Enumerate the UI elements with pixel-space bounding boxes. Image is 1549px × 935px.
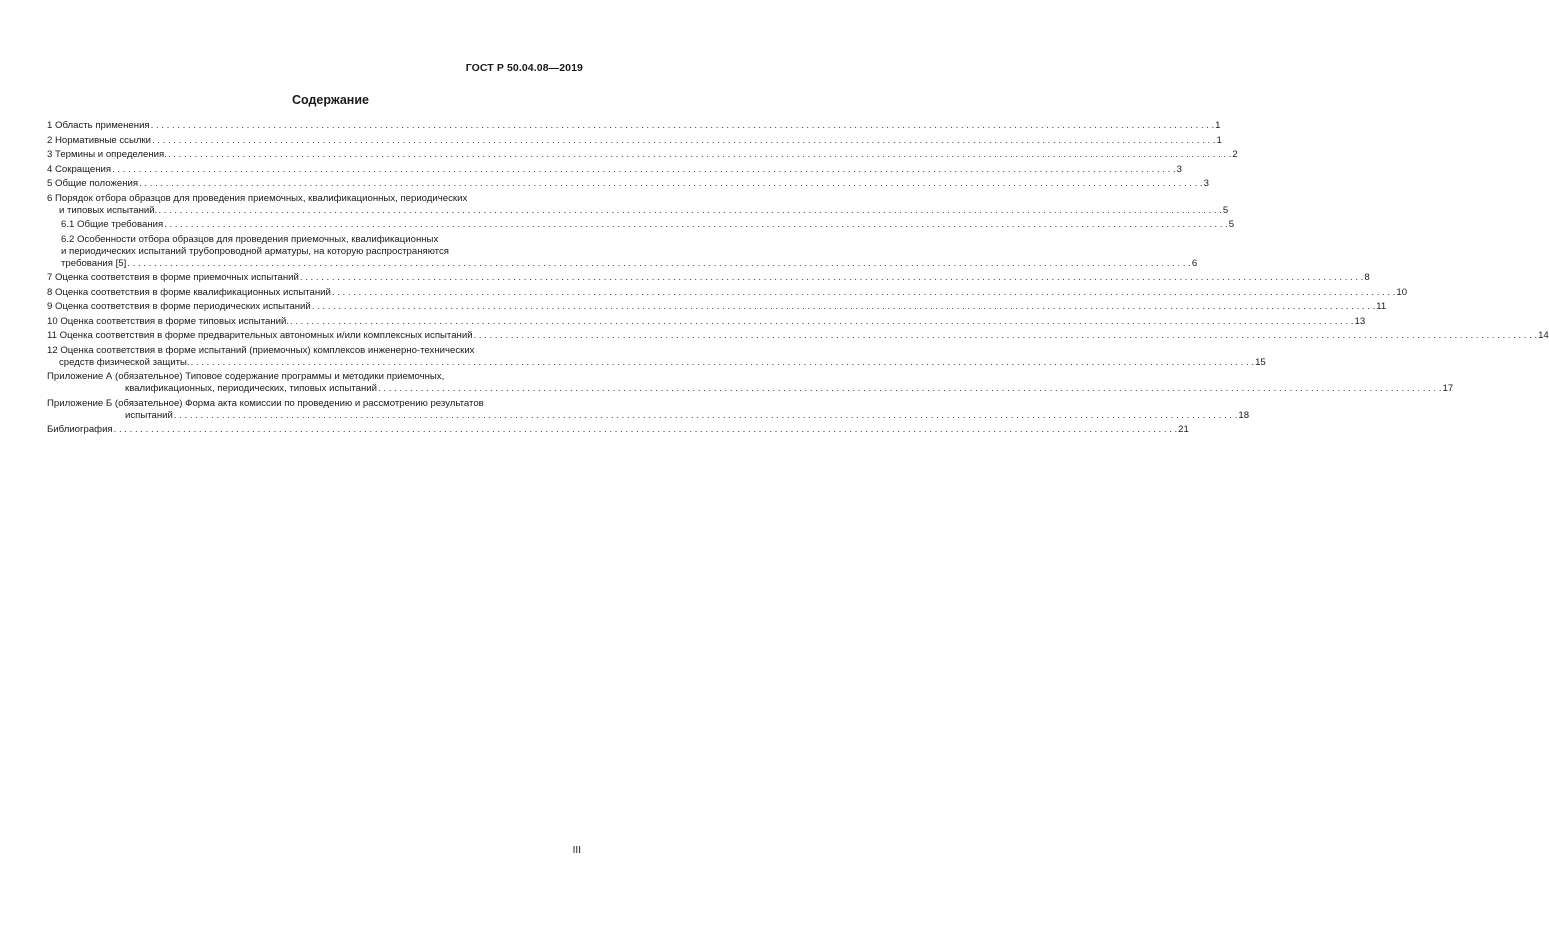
dot-leader: . . . . . . . . . . . . . . . . . . . . . . . . . . . . . . . . . . . . . . . . . . . . . . . . . . . . . . . . . . . . . . . . . . . . . . . . . . . . . . . . . . . . . . . . . . . . . . . . . . . . . . . . . . . . . . . . . . . . . . . . . . . . . . . . . . . . . . . . . . . . . . . . . . . . . . . . . . . . . . . . . . . . . . . . . . . . . . . . . . . . . . . . . . . . . . . . . . . . . . . . [331,286,1396,298]
toc-entry-e11[interactable] [47,330,1549,342]
toc-entry-line: Приложение Б (обязательное) Форма акта комиссии по проведению и рассмотрению результатов [47,397,484,409]
toc-entry-line: 6.2 Особенности отбора образцов для проведения приемочных, квалификационных [61,233,439,245]
dot-leader: . . . . . . . . . . . . . . . . . . . . . . . . . . . . . . . . . . . . . . . . . . . . . . . . . . . . . . . . . . . . . . . . . . . . . . . . . . . . . . . . . . . . . . . . . . . . . . . . . . . . . . . . . . . . . . . . . . . . . . . . . . . . . . . . . . . . . . . . . . . . . . . . . . . . . . . . . . . . . . . . . . . . . . . . . . . . . . . . . . . . . . . . . . . . . . . . . . . . . . . . [311,301,1376,312]
toc-entry-e7[interactable] [47,272,1370,284]
toc-entry-e5[interactable] [47,178,1209,190]
dot-leader: . . . . . . . . . . . . . . . . . . . . . . . . . . . . . . . . . . . . . . . . . . . . . . . . . . . . . . . . . . . . . . . . . . . . . . . . . . . . . . . . . . . . . . . . . . . . . . . . . . . . . . . . . . . . . . . . . . . . . . . . . . . . . . . . . . . . . . . . . . . . . . . . . . . . . . . . . . . . . . . . . . . . . . . . . . . . . . . . . . . . . . . . . . . . . . . . . . . . . . . . [152,134,1216,146]
dot-leader: . . . . . . . . . . . . . . . . . . . . . . . . . . . . . . . . . . . . . . . . . . . . . . . . . . . . . . . . . . . . . . . . . . . . . . . . . . . . . . . . . . . . . . . . . . . . . . . . . . . . . . . . . . . . . . . . . . . . . . . . . . . . . . . . . . . . . . . . . . . . . . . . . . . . . . . . . . . . . . . . . . . . . . . . . . . . . . . . . . . . . . . . . . . . . . . . . . . . . . . . [113,424,1178,435]
toc-entry-page: 5 [1228,219,1235,230]
toc-title: Содержание [291,93,369,107]
toc-entry-title: 8 Оценка соответствия в форме квалификационных испытаний [47,286,331,298]
toc-entry-e1[interactable] [47,120,1221,132]
document-code: ГОСТ Р 50.04.08—2019 [465,62,583,74]
toc-entry-e4[interactable] [47,163,1182,176]
toc-entry-e8[interactable] [47,286,1408,299]
dot-leader: . . . . . . . . . . . . . . . . . . . . . . . . . . . . . . . . . . . . . . . . . . . . . . . . . . . . . . . . . . . . . . . . . . . . . . . . . . . . . . . . . . . . . . . . . . . . . . . . . . . . . . . . . . . . . . . . . . . . . . . . . . . . . . . . . . . . . . . . . . . . . . . . . . . . . . . . . . . . . . . . . . . . . . . . . . . . . . . . . . . . . . . . . . . . . . . . . . . . . . . . [150,120,1215,131]
toc-entry-page: 6 [1191,257,1198,269]
toc-entry-title: 5 Общие положения [47,178,139,189]
toc-entry-page: 17 [1442,383,1454,394]
toc-entry-title: 9 Оценка соответствия в форме периодических испытаний [47,301,311,312]
dot-leader: . . . . . . . . . . . . . . . . . . . . . . . . . . . . . . . . . . . . . . . . . . . . . . . . . . . . . . . . . . . . . . . . . . . . . . . . . . . . . . . . . . . . . . . . . . . . . . . . . . . . . . . . . . . . . . . . . . . . . . . . . . . . . . . . . . . . . . . . . . . . . . . . . . . . . . . . . . . . . . . . . . . . . . . . . . . . . . . . . . . . . . . . . . . . . . . . . . . . . . . . [473,330,1538,341]
dot-leader: . . . . . . . . . . . . . . . . . . . . . . . . . . . . . . . . . . . . . . . . . . . . . . . . . . . . . . . . . . . . . . . . . . . . . . . . . . . . . . . . . . . . . . . . . . . . . . . . . . . . . . . . . . . . . . . . . . . . . . . . . . . . . . . . . . . . . . . . . . . . . . . . . . . . . . . . . . . . . . . . . . . . . . . . . . . . . . . . . . . . . . . . . . . . . . . . . . . . . . . . [158,204,1222,216]
toc-entry-title: квалификационных, периодических, типовых испытаний [125,383,378,394]
toc-entry-e62[interactable] [47,233,1198,270]
toc-entry-eB[interactable] [47,397,1250,422]
toc-entry-title: 3 Термины и определения. [47,149,167,160]
dot-leader: . . . . . . . . . . . . . . . . . . . . . . . . . . . . . . . . . . . . . . . . . . . . . . . . . . . . . . . . . . . . . . . . . . . . . . . . . . . . . . . . . . . . . . . . . . . . . . . . . . . . . . . . . . . . . . . . . . . . . . . . . . . . . . . . . . . . . . . . . . . . . . . . . . . . . . . . . . . . . . . . . . . . . . . . . . . . . . . . . . . . . . . . . . . . . . . . . . . . . . . . [167,149,1232,160]
dot-leader: . . . . . . . . . . . . . . . . . . . . . . . . . . . . . . . . . . . . . . . . . . . . . . . . . . . . . . . . . . . . . . . . . . . . . . . . . . . . . . . . . . . . . . . . . . . . . . . . . . . . . . . . . . . . . . . . . . . . . . . . . . . . . . . . . . . . . . . . . . . . . . . . . . . . . . . . . . . . . . . . . . . . . . . . . . . . . . . . . . . . . . . . . . . . . . . . . . . . . . . . [139,178,1203,189]
dot-leader: . . . . . . . . . . . . . . . . . . . . . . . . . . . . . . . . . . . . . . . . . . . . . . . . . . . . . . . . . . . . . . . . . . . . . . . . . . . . . . . . . . . . . . . . . . . . . . . . . . . . . . . . . . . . . . . . . . . . . . . . . . . . . . . . . . . . . . . . . . . . . . . . . . . . . . . . . . . . . . . . . . . . . . . . . . . . . . . . . . . . . . . . . . . . . . . . . . . . . . . . [378,383,1442,394]
toc-entry-line: и периодических испытаний трубопроводной арматуры, на которую распространяются [61,245,449,257]
toc-entry-page: 2 [1232,149,1238,160]
toc-entry-e10[interactable] [47,315,1366,328]
toc-entry-page: 21 [1178,424,1189,435]
toc-entry-e61[interactable] [47,219,1235,231]
toc-entry-page: 3 [1203,178,1209,189]
toc-entry-title: 1 Область применения [47,120,150,131]
toc-entry-e9[interactable] [47,301,1387,313]
toc-entry-page: 10 [1396,286,1408,298]
dot-leader: . . . . . . . . . . . . . . . . . . . . . . . . . . . . . . . . . . . . . . . . . . . . . . . . . . . . . . . . . . . . . . . . . . . . . . . . . . . . . . . . . . . . . . . . . . . . . . . . . . . . . . . . . . . . . . . . . . . . . . . . . . . . . . . . . . . . . . . . . . . . . . . . . . . . . . . . . . . . . . . . . . . . . . . . . . . . . . . . . . . . . . . . . . . . . . . . . . . . . . . . [173,409,1238,421]
toc-entry-page: 8 [1364,272,1370,283]
toc-entry-title: средств физической защиты. [59,356,190,368]
toc-entry-page: 1 [1215,120,1221,131]
dot-leader: . . . . . . . . . . . . . . . . . . . . . . . . . . . . . . . . . . . . . . . . . . . . . . . . . . . . . . . . . . . . . . . . . . . . . . . . . . . . . . . . . . . . . . . . . . . . . . . . . . . . . . . . . . . . . . . . . . . . . . . . . . . . . . . . . . . . . . . . . . . . . . . . . . . . . . . . . . . . . . . . . . . . . . . . . . . . . . . . . . . . . . . . . . . . . . . . . . . . . . . . [290,315,1354,327]
dot-leader: . . . . . . . . . . . . . . . . . . . . . . . . . . . . . . . . . . . . . . . . . . . . . . . . . . . . . . . . . . . . . . . . . . . . . . . . . . . . . . . . . . . . . . . . . . . . . . . . . . . . . . . . . . . . . . . . . . . . . . . . . . . . . . . . . . . . . . . . . . . . . . . . . . . . . . . . . . . . . . . . . . . . . . . . . . . . . . . . . . . . . . . . . . . . . . . . . . . . . . . . [190,356,1255,368]
toc-entry-page: 11 [1376,301,1387,312]
toc-entry-title: 4 Сокращения [47,163,112,175]
toc-entry-page: 5 [1222,204,1229,216]
dot-leader: . . . . . . . . . . . . . . . . . . . . . . . . . . . . . . . . . . . . . . . . . . . . . . . . . . . . . . . . . . . . . . . . . . . . . . . . . . . . . . . . . . . . . . . . . . . . . . . . . . . . . . . . . . . . . . . . . . . . . . . . . . . . . . . . . . . . . . . . . . . . . . . . . . . . . . . . . . . . . . . . . . . . . . . . . . . . . . . . . . . . . . . . . . . . . . . . . . . . . . . . [164,219,1228,230]
toc-entry-title: требования [5] [61,257,127,269]
toc-entry-title: испытаний [125,409,173,421]
toc-entry-line: 12 Оценка соответствия в форме испытаний (приемочных) комплексов инженерно-технических [47,344,475,356]
toc-entry-title: 10 Оценка соответствия в форме типовых испытаний. [47,315,289,327]
toc-entry-e12[interactable] [47,344,1266,369]
toc-entry-page: 1 [1216,134,1222,146]
dot-leader: . . . . . . . . . . . . . . . . . . . . . . . . . . . . . . . . . . . . . . . . . . . . . . . . . . . . . . . . . . . . . . . . . . . . . . . . . . . . . . . . . . . . . . . . . . . . . . . . . . . . . . . . . . . . . . . . . . . . . . . . . . . . . . . . . . . . . . . . . . . . . . . . . . . . . . . . . . . . . . . . . . . . . . . . . . . . . . . . . . . . . . . . . . . . . . . . . . . . . . . . [299,272,1364,283]
toc-entry-eBib[interactable] [47,424,1189,436]
toc-entry-title: Библиография [47,424,113,435]
toc-entry-e3[interactable] [47,149,1238,161]
page-number: III [572,845,581,856]
toc-entry-page: 15 [1255,356,1266,368]
toc-entry-title: 11 Оценка соответствия в форме предварительных автономных и/или комплексных испытаний [47,330,473,341]
toc-entry-title: и типовых испытаний. [59,204,158,216]
table-of-contents [47,120,1549,439]
toc-entry-eA[interactable] [47,371,1454,395]
toc-entry-page: 18 [1238,409,1250,421]
toc-entry-page: 14 [1538,330,1549,341]
toc-entry-line: 6 Порядок отбора образцов для проведения приемочных, квалификационных, периодических [47,192,468,204]
toc-entry-line: Приложение А (обязательное) Типовое содержание программы и методики приемочных, [47,371,445,382]
toc-entry-title: 2 Нормативные ссылки [47,134,152,146]
dot-leader: . . . . . . . . . . . . . . . . . . . . . . . . . . . . . . . . . . . . . . . . . . . . . . . . . . . . . . . . . . . . . . . . . . . . . . . . . . . . . . . . . . . . . . . . . . . . . . . . . . . . . . . . . . . . . . . . . . . . . . . . . . . . . . . . . . . . . . . . . . . . . . . . . . . . . . . . . . . . . . . . . . . . . . . . . . . . . . . . . . . . . . . . . . . . . . . . . . . . . . . . [112,163,1176,175]
dot-leader: . . . . . . . . . . . . . . . . . . . . . . . . . . . . . . . . . . . . . . . . . . . . . . . . . . . . . . . . . . . . . . . . . . . . . . . . . . . . . . . . . . . . . . . . . . . . . . . . . . . . . . . . . . . . . . . . . . . . . . . . . . . . . . . . . . . . . . . . . . . . . . . . . . . . . . . . . . . . . . . . . . . . . . . . . . . . . . . . . . . . . . . . . . . . . . . . . . . . . . . . [127,257,1191,269]
toc-entry-title: 6.1 Общие требования [61,219,164,230]
toc-entry-e2[interactable] [47,134,1222,147]
toc-entry-page: 3 [1176,163,1182,175]
toc-entry-page: 13 [1354,315,1366,327]
toc-entry-e6[interactable] [47,192,1229,217]
toc-entry-title: 7 Оценка соответствия в форме приемочных испытаний [47,272,299,283]
